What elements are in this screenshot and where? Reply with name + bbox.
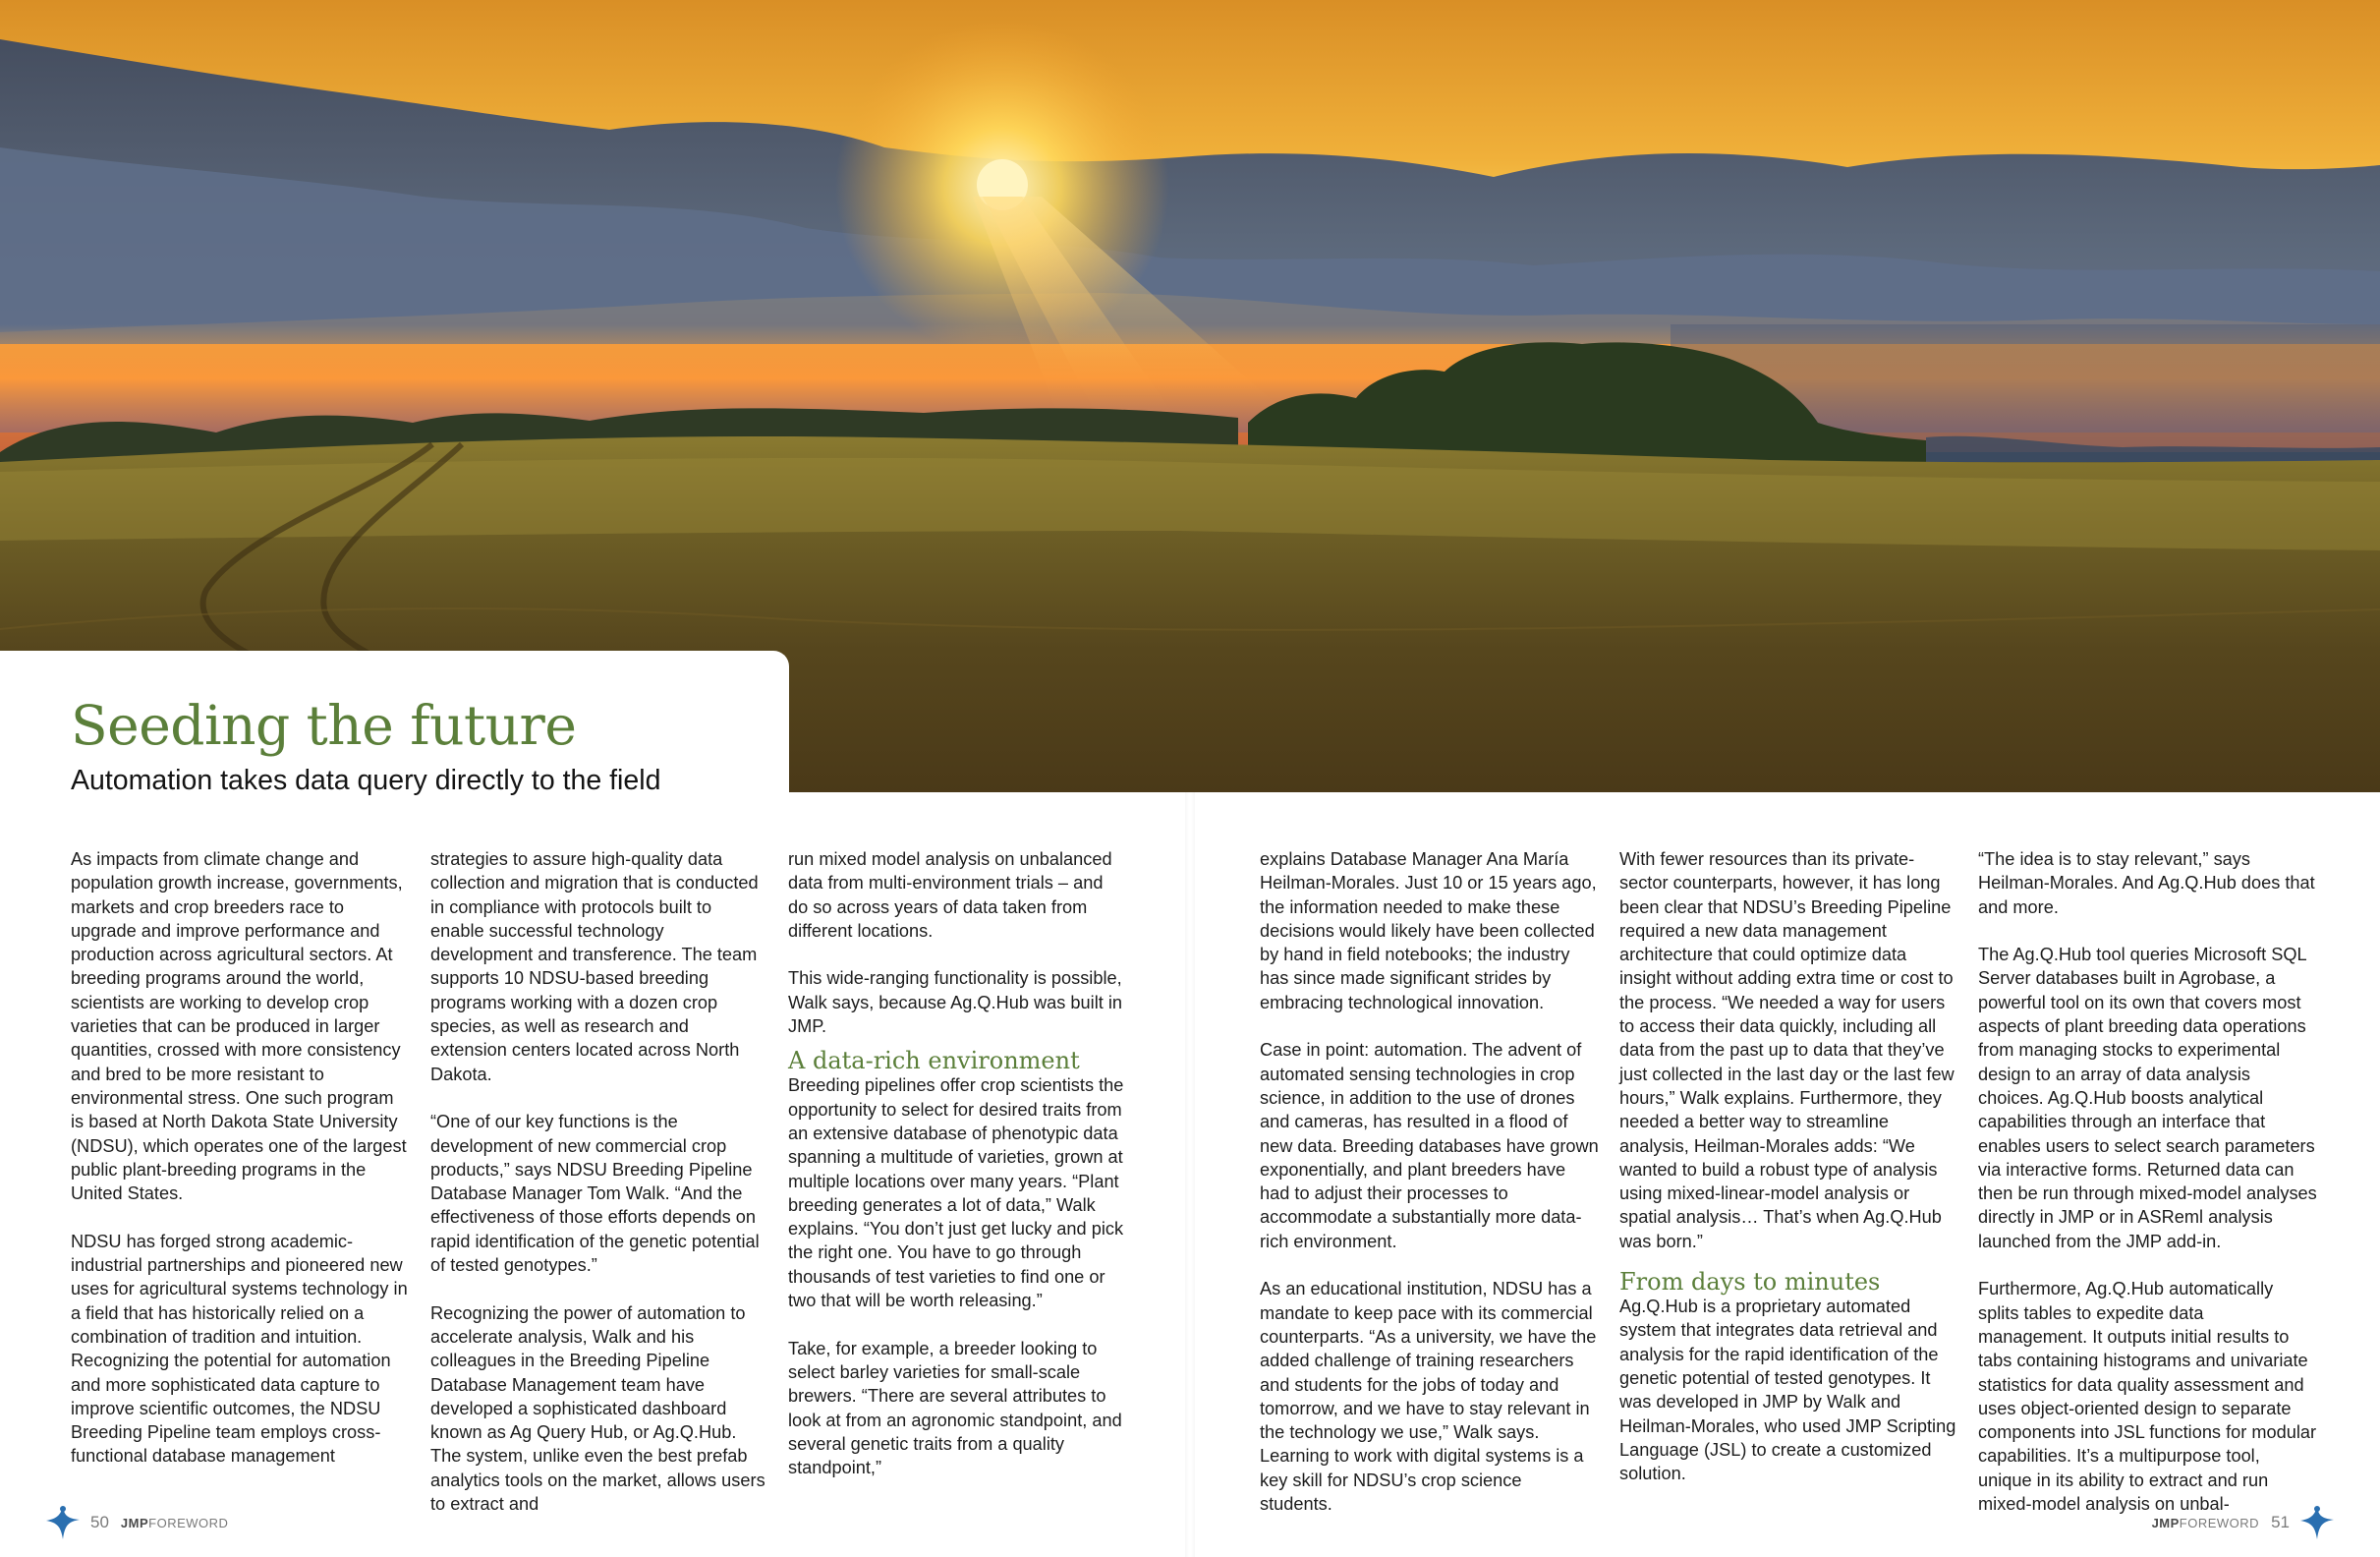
paragraph: As impacts from climate change and population growth increase, governments, markets and crop breeders race to upgrade and improve performance and production across agricultural sectors. At breeding programs around the world, scientists are working to develop crop varieties that can be produced in larger quantities, crossed with more consistency and bred to be more resistant to environmental stress. One such program is based at North Dakota State University (NDSU), which operates one of the largest public plant-breeding programs in the United States.: [71, 849, 407, 1204]
jmp-star-mark-icon: [2297, 1503, 2337, 1542]
column-4: [1260, 847, 1599, 1516]
column-2: [430, 847, 769, 1516]
column-5: [1619, 847, 1958, 1485]
paragraph: Recognizing the power of automation to accelerate analysis, Walk and his colleagues in the Breeding Pipeline Database Management team have developed a sophisticated dashboard known as Ag Query Hub, or Ag.Q.Hub. The system, unlike even the best prefab analytics tools on the market, allows users to extract and: [430, 1302, 765, 1515]
paragraph: “One of our key functions is the development of new commercial crop products,” says NDSU Breeding Pipeline Database Manager Tom Walk. “And the effectiveness of those efforts depends on rapid identification of the genetic potential of tested genotypes.”: [430, 1112, 760, 1276]
column-1: [71, 847, 410, 1469]
jmp-star-mark-icon: [43, 1503, 83, 1542]
section-heading: From days to minutes: [1619, 1268, 1881, 1297]
paragraph: strategies to assure high-quality data collection and migration that is conducted in compliance with protocols built to enable successful technology development and transference. The team supports 10 NDSU-based breeding programs working with a dozen crop species, as well as research and extension centers located across North Dakota.: [430, 849, 759, 1084]
publication-brand: [121, 1516, 229, 1530]
paragraph: Breeding pipelines offer crop scientists the opportunity to select for desired traits from an extensive database of phenotypic data spanning a multitude of varieties, grown at multiple locations over many years. “Plant breeding generates a lot of data,” Walk explains. “You don’t just get lucky and pick the right one. You have to go through thousands of test varieties to find one or two that will be worth releasing.”: [788, 1075, 1124, 1311]
paragraph: Furthermore, Ag.Q.Hub automatically splits tables to expedite data management. It outputs initial results to tabs containing histograms and univariate statistics for data quality assessment and uses object-oriented design to separate components into JSL functions for modular capabilities. It’s a multipurpose tool, unique in its ability to extract and run mixed-model analysis on unbal-: [1978, 1279, 2317, 1515]
brand-bold: JMP: [2151, 1515, 2180, 1530]
column-6: [1978, 847, 2317, 1516]
paragraph: Case in point: automation. The advent of automated sensing technologies in crop science, in addition to the use of drones and cameras, has resulted in a flood of new data. Breeding databases have grown exponentially, and plant breeders have had to adjust their processes to accommodate a substantially more data-rich environment.: [1260, 1040, 1599, 1251]
brand-rest: FOREWORD: [148, 1515, 229, 1530]
paragraph: This wide-ranging functionality is possible, Walk says, because Ag.Q.Hub was built in JMP.: [788, 968, 1122, 1037]
page-number-right: 51: [2271, 1513, 2290, 1531]
paragraph: The Ag.Q.Hub tool queries Microsoft SQL Server databases built in Agrobase, a powerful tool on its own that covers most aspects of plant breeding data operations from managing stocks to experimental design to an array of data analysis choices. Ag.Q.Hub boosts analytical capabilities through an interface that enables users to select search parameters via interactive forms. Returned data can then be run through mixed-model analyses directly in JMP or in ASReml analysis launched from the JMP add-in.: [1978, 945, 2317, 1251]
paragraph: Take, for example, a breeder looking to select barley varieties for small-scale brewers. “There are several attributes to look at from an agronomic standpoint, and several genetic traits from a quality standpoint,”: [788, 1338, 1122, 1478]
paragraph: run mixed model analysis on unbalanced data from multi-environment trials – and do so across years of data taken from different locations.: [788, 849, 1112, 941]
section-heading: A data-rich environment: [788, 1047, 1080, 1075]
article-subtitle: Automation takes data query directly to the field: [71, 765, 661, 796]
article-title: Seeding the future: [71, 694, 577, 757]
page-number-left: 50: [90, 1513, 109, 1531]
right-page-footer: [2152, 1503, 2337, 1542]
paragraph: explains Database Manager Ana María Heilman-Morales. Just 10 or 15 years ago, the information needed to make these decisions would likely have been collected by hand in field notebooks; the industry has since made significant strides by embracing technological innovation.: [1260, 849, 1597, 1012]
spread-gutter: [1185, 792, 1195, 1557]
brand-bold: JMP: [120, 1515, 149, 1530]
paragraph: With fewer resources than its private-sector counterparts, however, it has long been clear that NDSU’s Breeding Pipeline required a new data management architecture that could optimize data insight without adding extra time or cost to the process. “We needed a way for users to access their data quickly, including all data from the past up to data that they’ve just collected in the last day or the last few hours,” Walk explains. Furthermore, they needed a better way to streamline analysis, Heilman-Morales adds: “We wanted to build a robust type of analysis using mixed-linear-model analysis or spatial analysis… That’s when Ag.Q.Hub was born.”: [1619, 849, 1955, 1251]
paragraph: NDSU has forged strong academic-industrial partnerships and pioneered new uses for agricultural systems technology in a field that has historically relied on a combination of tradition and intuition. Recognizing the potential for automation and more sophisticated data capture to improve scientific outcomes, the NDSU Breeding Pipeline team employs cross-functional database management: [71, 1231, 408, 1467]
left-page-footer: [43, 1503, 228, 1542]
brand-rest: FOREWORD: [2179, 1515, 2260, 1530]
paragraph: “The idea is to stay relevant,” says Heilman-Morales. And Ag.Q.Hub does that and more.: [1978, 849, 2315, 917]
paragraph: Ag.Q.Hub is a proprietary automated system that integrates data retrieval and analysis for the rapid identification of the genetic potential of tested genotypes. It was developed in JMP by Walk and Heilman-Morales, who used JMP Scripting Language (JSL) to create a customized solution.: [1619, 1297, 1956, 1484]
column-3: [788, 847, 1127, 1479]
paragraph: As an educational institution, NDSU has a mandate to keep pace with its commercial counterparts. “As a university, we have the added challenge of training researchers and students for the jobs of today and tomorrow, and we have to stay relevant in the technology we use,” Walk says. Learning to work with digital systems is a key skill for NDSU’s crop science students.: [1260, 1279, 1597, 1515]
publication-brand: [2152, 1516, 2260, 1530]
